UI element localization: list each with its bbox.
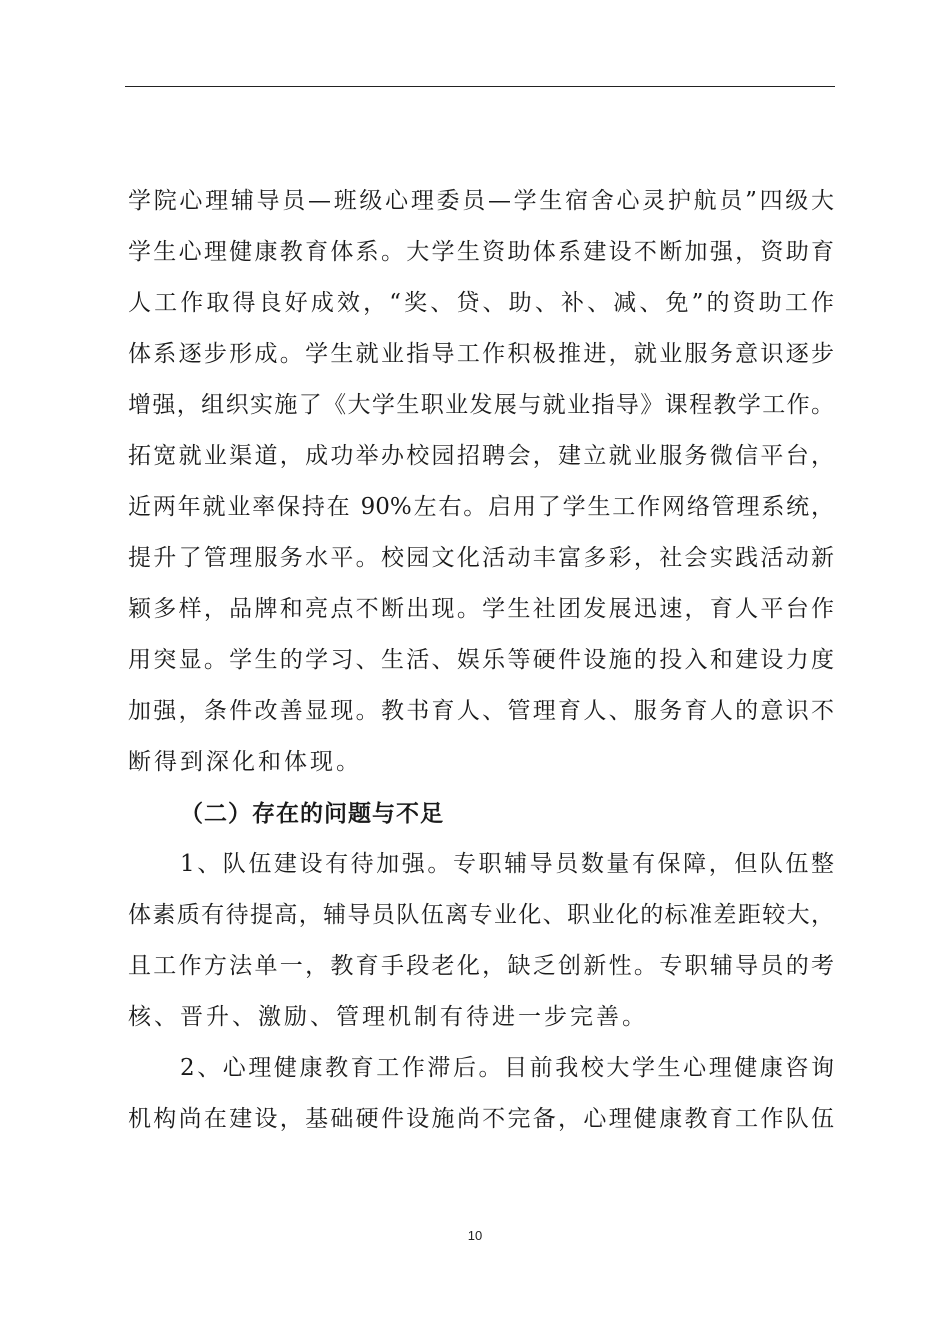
paragraph-line: 颖多样，品牌和亮点不断出现。学生社团发展迅速，育人平台作 [128, 596, 834, 622]
paragraph-line: 拓宽就业渠道，成功举办校园招聘会，建立就业服务微信平台， [128, 443, 834, 469]
item1-line: 1、队伍建设有待加强。专职辅导员数量有保障，但队伍整 [180, 851, 834, 877]
paragraph-line: 学生心理健康教育体系。大学生资助体系建设不断加强，资助育 [128, 239, 834, 265]
paragraph-line: 提升了管理服务水平。校园文化活动丰富多彩，社会实践活动新 [128, 545, 834, 571]
paragraph-line: 学院心理辅导员—班级心理委员—学生宿舍心灵护航员”四级大 [128, 188, 834, 214]
item1-line: 且工作方法单一，教育手段老化，缺乏创新性。专职辅导员的考 [128, 953, 834, 979]
item2-line: 机构尚在建设，基础硬件设施尚不完备，心理健康教育工作队伍 [128, 1106, 834, 1132]
paragraph-line: 体系逐步形成。学生就业指导工作积极推进，就业服务意识逐步 [128, 341, 834, 367]
item1-line: 体素质有待提高，辅导员队伍离专业化、职业化的标准差距较大， [128, 902, 834, 928]
paragraph-line: 用突显。学生的学习、生活、娱乐等硬件设施的投入和建设力度 [128, 647, 834, 673]
header-rule [125, 86, 835, 87]
document-body [128, 176, 834, 1145]
paragraph-line: 增强，组织实施了《大学生职业发展与就业指导》课程教学工作。 [128, 392, 834, 418]
section-heading: （二）存在的问题与不足 [180, 800, 444, 827]
item2-line: 2、心理健康教育工作滞后。目前我校大学生心理健康咨询 [180, 1055, 834, 1081]
paragraph-line: 加强，条件改善显现。教书育人、管理育人、服务育人的意识不 [128, 698, 834, 724]
page-number: 10 [467, 1228, 483, 1243]
paragraph-line: 人工作取得良好成效，“奖、贷、助、补、减、免”的资助工作 [128, 290, 834, 316]
paragraph-line: 近两年就业率保持在 90%左右。启用了学生工作网络管理系统， [128, 494, 834, 520]
paragraph-line: 断得到深化和体现。 [128, 749, 362, 775]
item1-line: 核、晋升、激励、管理机制有待进一步完善。 [128, 1004, 648, 1030]
